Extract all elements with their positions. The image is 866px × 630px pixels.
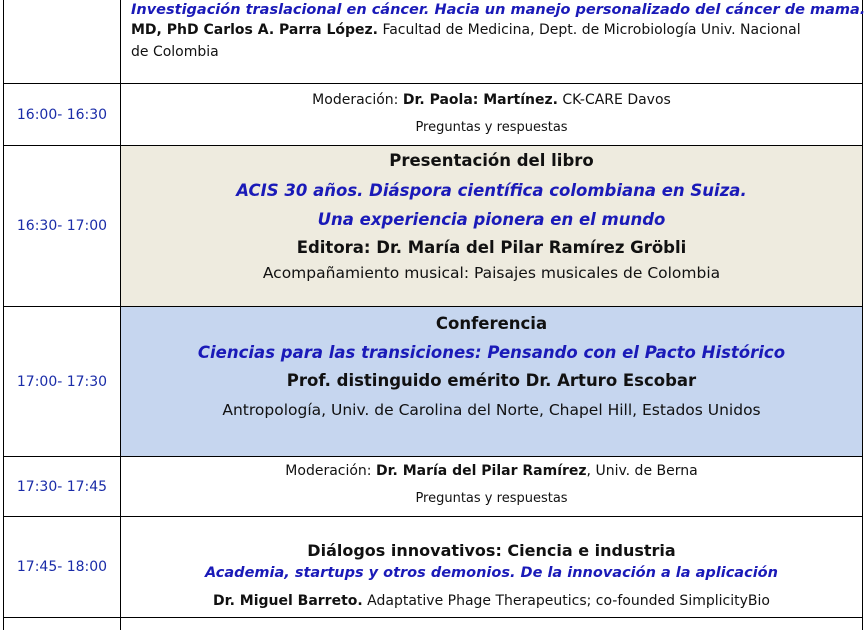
moderator-org: CK-CARE Davos [562, 92, 671, 108]
qa-label: Preguntas y respuestas [415, 120, 568, 135]
book-subtitle: Una experiencia pionera en el mundo [317, 210, 666, 229]
speaker-name: Dr. Miguel Barreto. [213, 593, 363, 609]
time-cell: 17:45- 18:00 [4, 517, 121, 617]
qa-label: Preguntas y respuestas [415, 491, 568, 506]
speaker-affiliation: Adaptative Phage Therapeutics; co-founded SimplicityBio [367, 593, 770, 609]
speaker-line: Prof. distinguido emérito Dr. Arturo Escobar [286, 371, 697, 390]
speaker-affiliation: Facultad de Medicina, Dept. de Microbiología Univ. Nacional [382, 22, 801, 38]
moderation-label: Moderación: [312, 92, 399, 108]
section-heading: Presentación del libro [389, 151, 594, 170]
moderation-line [121, 463, 862, 479]
content-cell [121, 517, 862, 617]
table-row [3, 0, 866, 84]
speaker-line [131, 22, 862, 38]
content-cell [121, 307, 862, 456]
time-cell [4, 0, 121, 83]
time-cell: 17:30- 17:45 [4, 457, 121, 516]
music-line: Acompañamiento musical: Paisajes musicales de Colombia [262, 264, 721, 282]
speaker-name: MD, PhD Carlos A. Parra López. [131, 22, 378, 38]
content-cell [121, 146, 862, 306]
moderation-line [121, 92, 862, 108]
table-row [3, 307, 863, 457]
conference-title: Ciencias para las transiciones: Pensando con el Pacto Histórico [197, 343, 786, 362]
next-row-stub [3, 618, 863, 630]
speaker-affiliation-cont: de Colombia [131, 44, 219, 60]
book-title: ACIS 30 años. Diáspora científica colombiana en Suiza. [236, 181, 747, 200]
content-cell [121, 457, 862, 516]
speaker-line [121, 593, 862, 609]
editor-line: Editora: Dr. María del Pilar Ramírez Gröbli [296, 238, 687, 257]
section-heading: Conferencia [435, 314, 548, 333]
table-row [3, 84, 863, 146]
speaker-affiliation: Antropología, Univ. de Carolina del Norte, Chapel Hill, Estados Unidos [222, 401, 761, 419]
table-row [3, 146, 863, 307]
talk-title: Investigación traslacional en cáncer. Hacia un manejo personalizado del cáncer de mama. [131, 2, 866, 18]
moderator-name: Dr. Paola: Martínez. [402, 92, 558, 108]
section-heading: Diálogos innovativos: Ciencia e industria [307, 541, 676, 560]
dialogue-title: Academia, startups y otros demonios. De la innovación a la aplicación [205, 565, 778, 581]
table-row [3, 517, 863, 618]
moderator-org: , Univ. de Berna [586, 463, 698, 479]
table-row [3, 457, 863, 517]
time-cell: 16:30- 17:00 [4, 146, 121, 306]
moderator-name: Dr. María del Pilar Ramírez [375, 463, 587, 479]
content-cell [121, 84, 862, 145]
time-cell: 16:00- 16:30 [4, 84, 121, 145]
content-cell [121, 0, 866, 83]
moderation-label: Moderación: [285, 463, 372, 479]
time-cell: 17:00- 17:30 [4, 307, 121, 456]
